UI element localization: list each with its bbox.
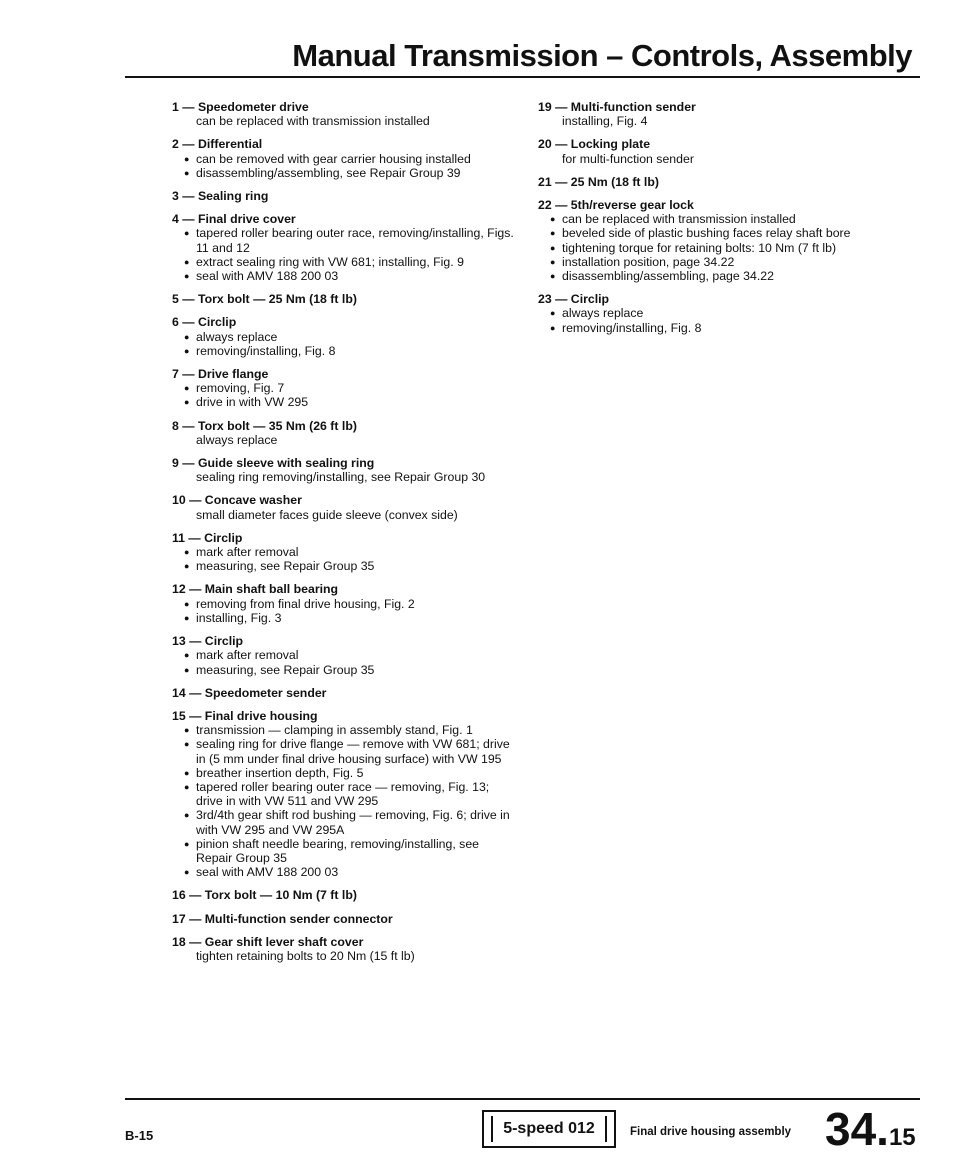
bullet-item: ● sealing ring for drive flange — remove with VW 681; drive in (5 mm under final drive housing surface) with VW 195 [184, 737, 517, 765]
legend-entry-heading: 12 — Main shaft ball bearing [172, 582, 339, 597]
legend-entry [172, 189, 517, 203]
legend-entry [172, 888, 517, 902]
legend-entry-heading: 2 — Differential [172, 137, 263, 152]
bullet-item: ● transmission — clamping in assembly stand, Fig. 1 [184, 723, 517, 737]
legend-entry [172, 367, 517, 410]
legend-entry [172, 912, 517, 926]
bullet-item: ● removing/installing, Fig. 8 [550, 321, 883, 335]
bullet-item: ● measuring, see Repair Group 35 [184, 559, 517, 573]
right-column [538, 100, 883, 344]
legend-entry-note: sealing ring removing/installing, see Repair Group 30 [196, 470, 486, 485]
legend-entry-heading: 5 — Torx bolt — 25 Nm (18 ft lb) [172, 292, 357, 307]
legend-entry [172, 100, 517, 128]
bullet-item: ● breather insertion depth, Fig. 5 [184, 766, 517, 780]
legend-entry-heading: 9 — Guide sleeve with sealing ring [172, 456, 375, 471]
legend-entry [172, 686, 517, 700]
legend-entry-note: tighten retaining bolts to 20 Nm (15 ft lb) [196, 948, 415, 963]
legend-entry-note: small diameter faces guide sleeve (convex side) [196, 507, 458, 522]
page-number-minor: 15 [888, 1124, 916, 1151]
legend-entry [538, 292, 883, 335]
legend-entry-heading: 16 — Torx bolt — 10 Nm (7 ft lb) [172, 888, 357, 903]
legend-entry-bullets [172, 226, 517, 283]
bullet-item: ● disassembling/assembling, see Repair Group 39 [184, 166, 517, 180]
bullet-item: ● extract sealing ring with VW 681; installing, Fig. 9 [184, 255, 517, 269]
legend-entry [538, 198, 883, 283]
legend-entry-bullets [538, 212, 883, 283]
legend-entry-note: can be replaced with transmission installed [196, 114, 430, 129]
legend-entry-heading: 15 — Final drive housing [172, 708, 318, 723]
model-box-label: 5-speed 012 [491, 1116, 607, 1142]
legend-entry [172, 456, 517, 484]
legend-entry [538, 100, 883, 128]
legend-entry [172, 935, 517, 963]
bullet-item: ● always replace [184, 330, 517, 344]
left-column [172, 100, 517, 972]
page-title: Manual Transmission – Controls, Assembly [292, 38, 912, 73]
legend-entry-heading: 11 — Circlip [172, 530, 243, 545]
legend-entry-heading: 6 — Circlip [172, 315, 237, 330]
bullet-item: ● removing/installing, Fig. 8 [184, 344, 517, 358]
header-rule [125, 76, 920, 78]
bullet-item: ● can be replaced with transmission installed [550, 212, 883, 226]
page-number [825, 1102, 916, 1156]
bullet-item: ● removing from final drive housing, Fig. 2 [184, 597, 517, 611]
legend-entry-note: for multi-function sender [562, 151, 694, 166]
legend-entry-heading: 10 — Concave washer [172, 493, 302, 508]
bullet-item: ● measuring, see Repair Group 35 [184, 663, 517, 677]
legend-entry-heading: 14 — Speedometer sender [172, 685, 327, 700]
legend-entry [538, 137, 883, 165]
bullet-item: ● can be removed with gear carrier housing installed [184, 152, 517, 166]
legend-entry [172, 582, 517, 625]
legend-entry-note: always replace [196, 432, 278, 447]
bullet-item: ● mark after removal [184, 545, 517, 559]
legend-entry-note: installing, Fig. 4 [562, 114, 648, 129]
legend-entry-heading: 21 — 25 Nm (18 ft lb) [538, 174, 659, 189]
bullet-item: ● tightening torque for retaining bolts: 10 Nm (7 ft lb) [550, 241, 883, 255]
bullet-item: ● seal with AMV 188 200 03 [184, 269, 517, 283]
bullet-item: ● always replace [550, 306, 883, 320]
legend-entry [172, 315, 517, 358]
legend-entry [172, 709, 517, 879]
legend-entry [172, 493, 517, 521]
legend-entry-bullets [172, 597, 517, 625]
legend-entry-heading: 8 — Torx bolt — 35 Nm (26 ft lb) [172, 418, 357, 433]
legend-entry-heading: 1 — Speedometer drive [172, 100, 309, 114]
legend-entry-heading: 3 — Sealing ring [172, 189, 269, 204]
bullet-item: ● tapered roller bearing outer race, removing/installing, Figs. 11 and 12 [184, 226, 517, 254]
legend-entry-bullets [172, 381, 517, 409]
footer-rule [125, 1098, 920, 1100]
bullet-item: ● seal with AMV 188 200 03 [184, 865, 517, 879]
legend-entry [172, 531, 517, 574]
legend-entry [172, 634, 517, 677]
legend-entry-heading: 4 — Final drive cover [172, 212, 296, 227]
bullet-item: ● drive in with VW 295 [184, 395, 517, 409]
legend-entry-heading: 13 — Circlip [172, 634, 244, 649]
model-box [482, 1110, 616, 1148]
bullet-item: ● 3rd/4th gear shift rod bushing — removing, Fig. 6; drive in with VW 295 and VW 295A [184, 808, 517, 836]
page-number-dot: . [876, 1103, 889, 1155]
legend-entry [172, 137, 517, 180]
legend-entry-heading: 18 — Gear shift lever shaft cover [172, 934, 364, 949]
legend-entry-bullets [172, 152, 517, 180]
footer-section-title: Final drive housing assembly [630, 1126, 792, 1138]
legend-entry-bullets [172, 723, 517, 879]
legend-entry-bullets [538, 306, 883, 334]
legend-entry-heading: 22 — 5th/reverse gear lock [538, 198, 694, 213]
legend-entry-heading: 19 — Multi-function sender [538, 100, 696, 114]
bullet-item: ● mark after removal [184, 648, 517, 662]
page-number-major: 34 [825, 1103, 877, 1155]
legend-entry [172, 292, 517, 306]
bullet-item: ● disassembling/assembling, page 34.22 [550, 269, 883, 283]
legend-entry-bullets [172, 330, 517, 358]
legend-entry [538, 175, 883, 189]
legend-entry-bullets [172, 648, 517, 676]
bullet-item: ● installing, Fig. 3 [184, 611, 517, 625]
legend-entry-heading: 20 — Locking plate [538, 137, 651, 152]
legend-entry-heading: 23 — Circlip [538, 292, 610, 307]
bullet-item: ● tapered roller bearing outer race — removing, Fig. 13; drive in with VW 511 and VW 295 [184, 780, 517, 808]
bullet-item: ● pinion shaft needle bearing, removing/installing, see Repair Group 35 [184, 837, 517, 865]
bullet-item: ● installation position, page 34.22 [550, 255, 883, 269]
legend-entry-bullets [172, 545, 517, 573]
footer-code: B-15 [125, 1128, 154, 1143]
legend-entry-heading: 17 — Multi-function sender connector [172, 911, 393, 926]
legend-entry-heading: 7 — Drive flange [172, 367, 269, 382]
legend-entry [172, 419, 517, 447]
bullet-item: ● removing, Fig. 7 [184, 381, 517, 395]
legend-entry [172, 212, 517, 283]
bullet-item: ● beveled side of plastic bushing faces relay shaft bore [550, 226, 883, 240]
